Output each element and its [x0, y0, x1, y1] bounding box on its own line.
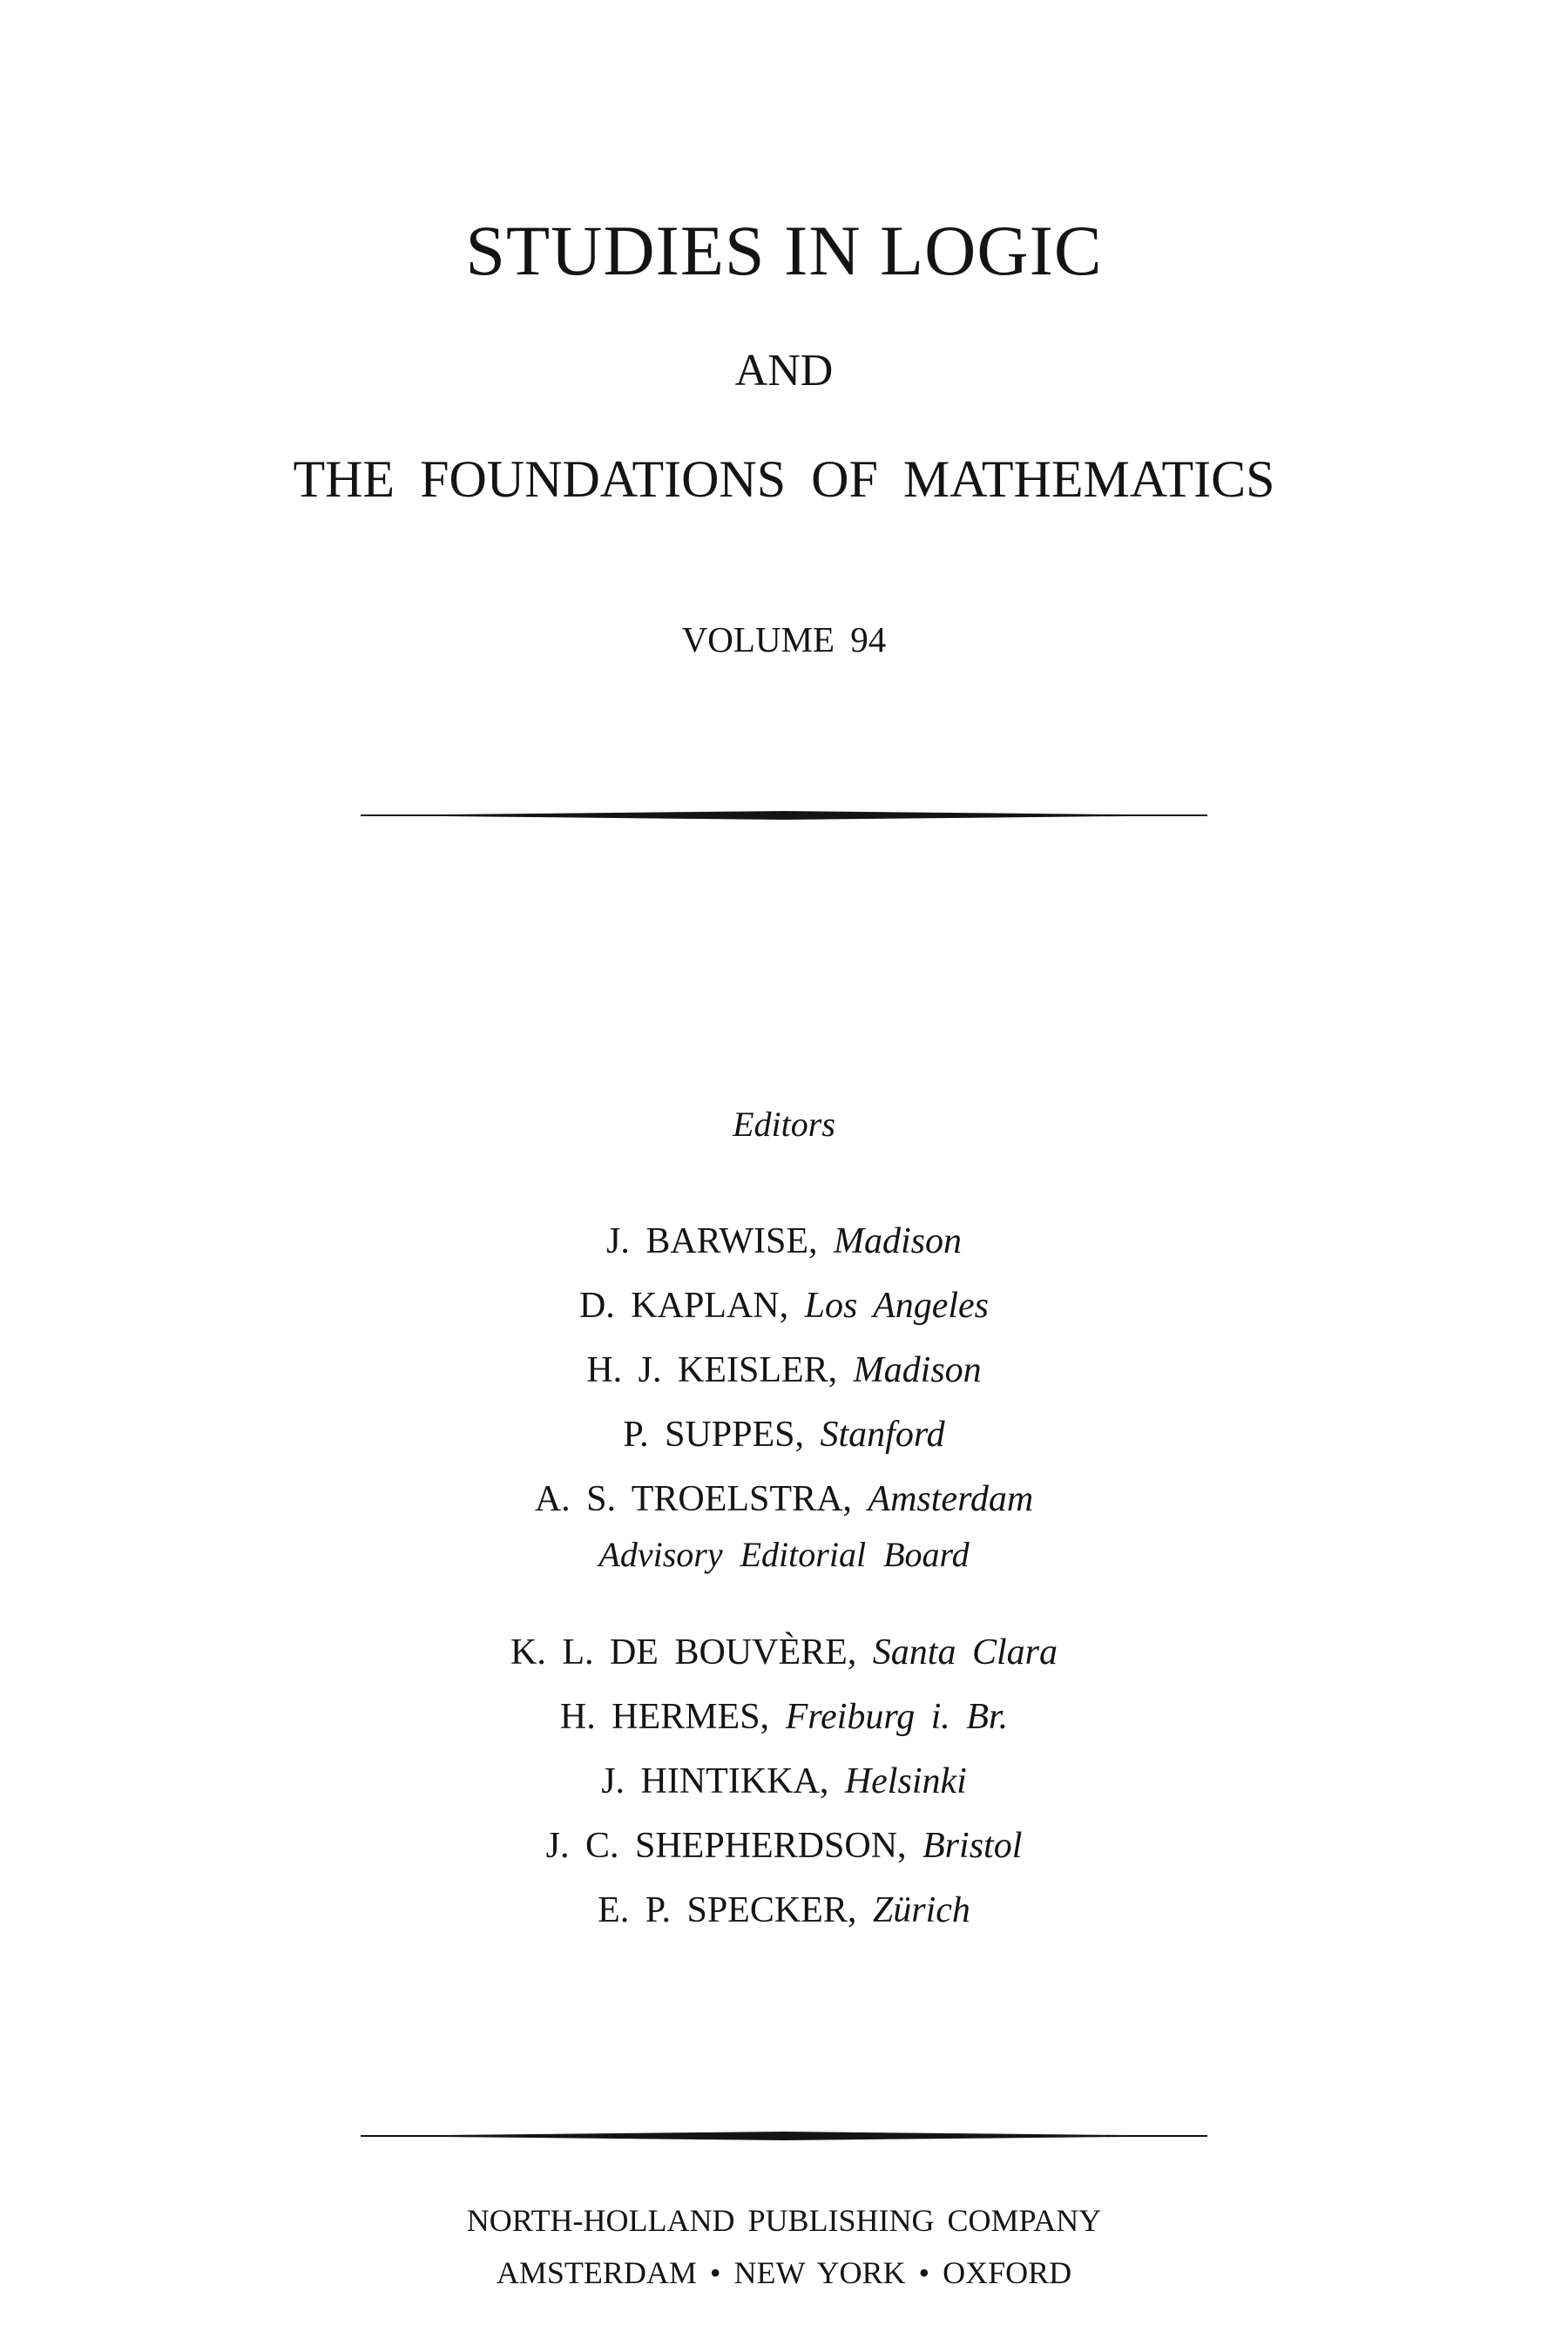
bottom-divider-rule [361, 2130, 1207, 2142]
publisher-cities: AMSTERDAM • NEW YORK • OXFORD [496, 2255, 1072, 2290]
advisory-board-list [0, 1620, 1568, 1943]
editor-place: Madison [834, 1221, 963, 1261]
publisher-name: NORTH-HOLLAND PUBLISHING COMPANY [466, 2203, 1102, 2238]
editor-name: H. J. KEISLER, [586, 1350, 838, 1390]
editors-list [0, 1209, 1568, 1531]
editor-name: A. S. TROELSTRA, [534, 1479, 852, 1519]
editors-heading: Editors [733, 1105, 835, 1144]
board-member-place: Santa Clara [872, 1632, 1058, 1673]
board-member-place: Zürich [872, 1890, 970, 1930]
editor-place: Amsterdam [868, 1479, 1034, 1519]
advisory-board-heading: Advisory Editorial Board [598, 1535, 970, 1574]
board-member-name: H. HERMES, [559, 1697, 770, 1737]
editor-place: Madison [853, 1350, 982, 1390]
board-member-place: Bristol [923, 1826, 1023, 1866]
editor-entry [0, 1338, 1568, 1402]
board-member-name: K. L. DE BOUVÈRE, [510, 1632, 857, 1673]
board-member-name: J. C. SHEPHERDSON, [545, 1826, 907, 1866]
board-member-entry [0, 1749, 1568, 1814]
series-title: STUDIES IN LOGIC [465, 211, 1103, 290]
editor-place: Stanford [820, 1415, 945, 1455]
editor-entry [0, 1274, 1568, 1338]
top-divider-rule [361, 809, 1207, 821]
series-subtitle: THE FOUNDATIONS OF MATHEMATICS [293, 450, 1275, 508]
board-member-entry [0, 1685, 1568, 1749]
board-member-place: Helsinki [844, 1761, 967, 1801]
board-member-entry [0, 1620, 1568, 1685]
editor-entry [0, 1402, 1568, 1467]
board-member-place: Freiburg i. Br. [785, 1697, 1009, 1737]
editor-entry [0, 1467, 1568, 1531]
board-member-entry [0, 1878, 1568, 1943]
editor-place: Los Angeles [804, 1286, 990, 1326]
volume-number: VOLUME 94 [681, 619, 887, 659]
board-member-name: J. HINTIKKA, [601, 1761, 829, 1801]
editor-entry [0, 1209, 1568, 1274]
board-member-name: E. P. SPECKER, [598, 1890, 857, 1930]
editor-name: P. SUPPES, [623, 1415, 804, 1455]
editor-name: J. BARWISE, [605, 1221, 818, 1261]
editor-name: D. KAPLAN, [578, 1286, 789, 1326]
series-conjunction: AND [734, 346, 834, 395]
board-member-entry [0, 1814, 1568, 1878]
